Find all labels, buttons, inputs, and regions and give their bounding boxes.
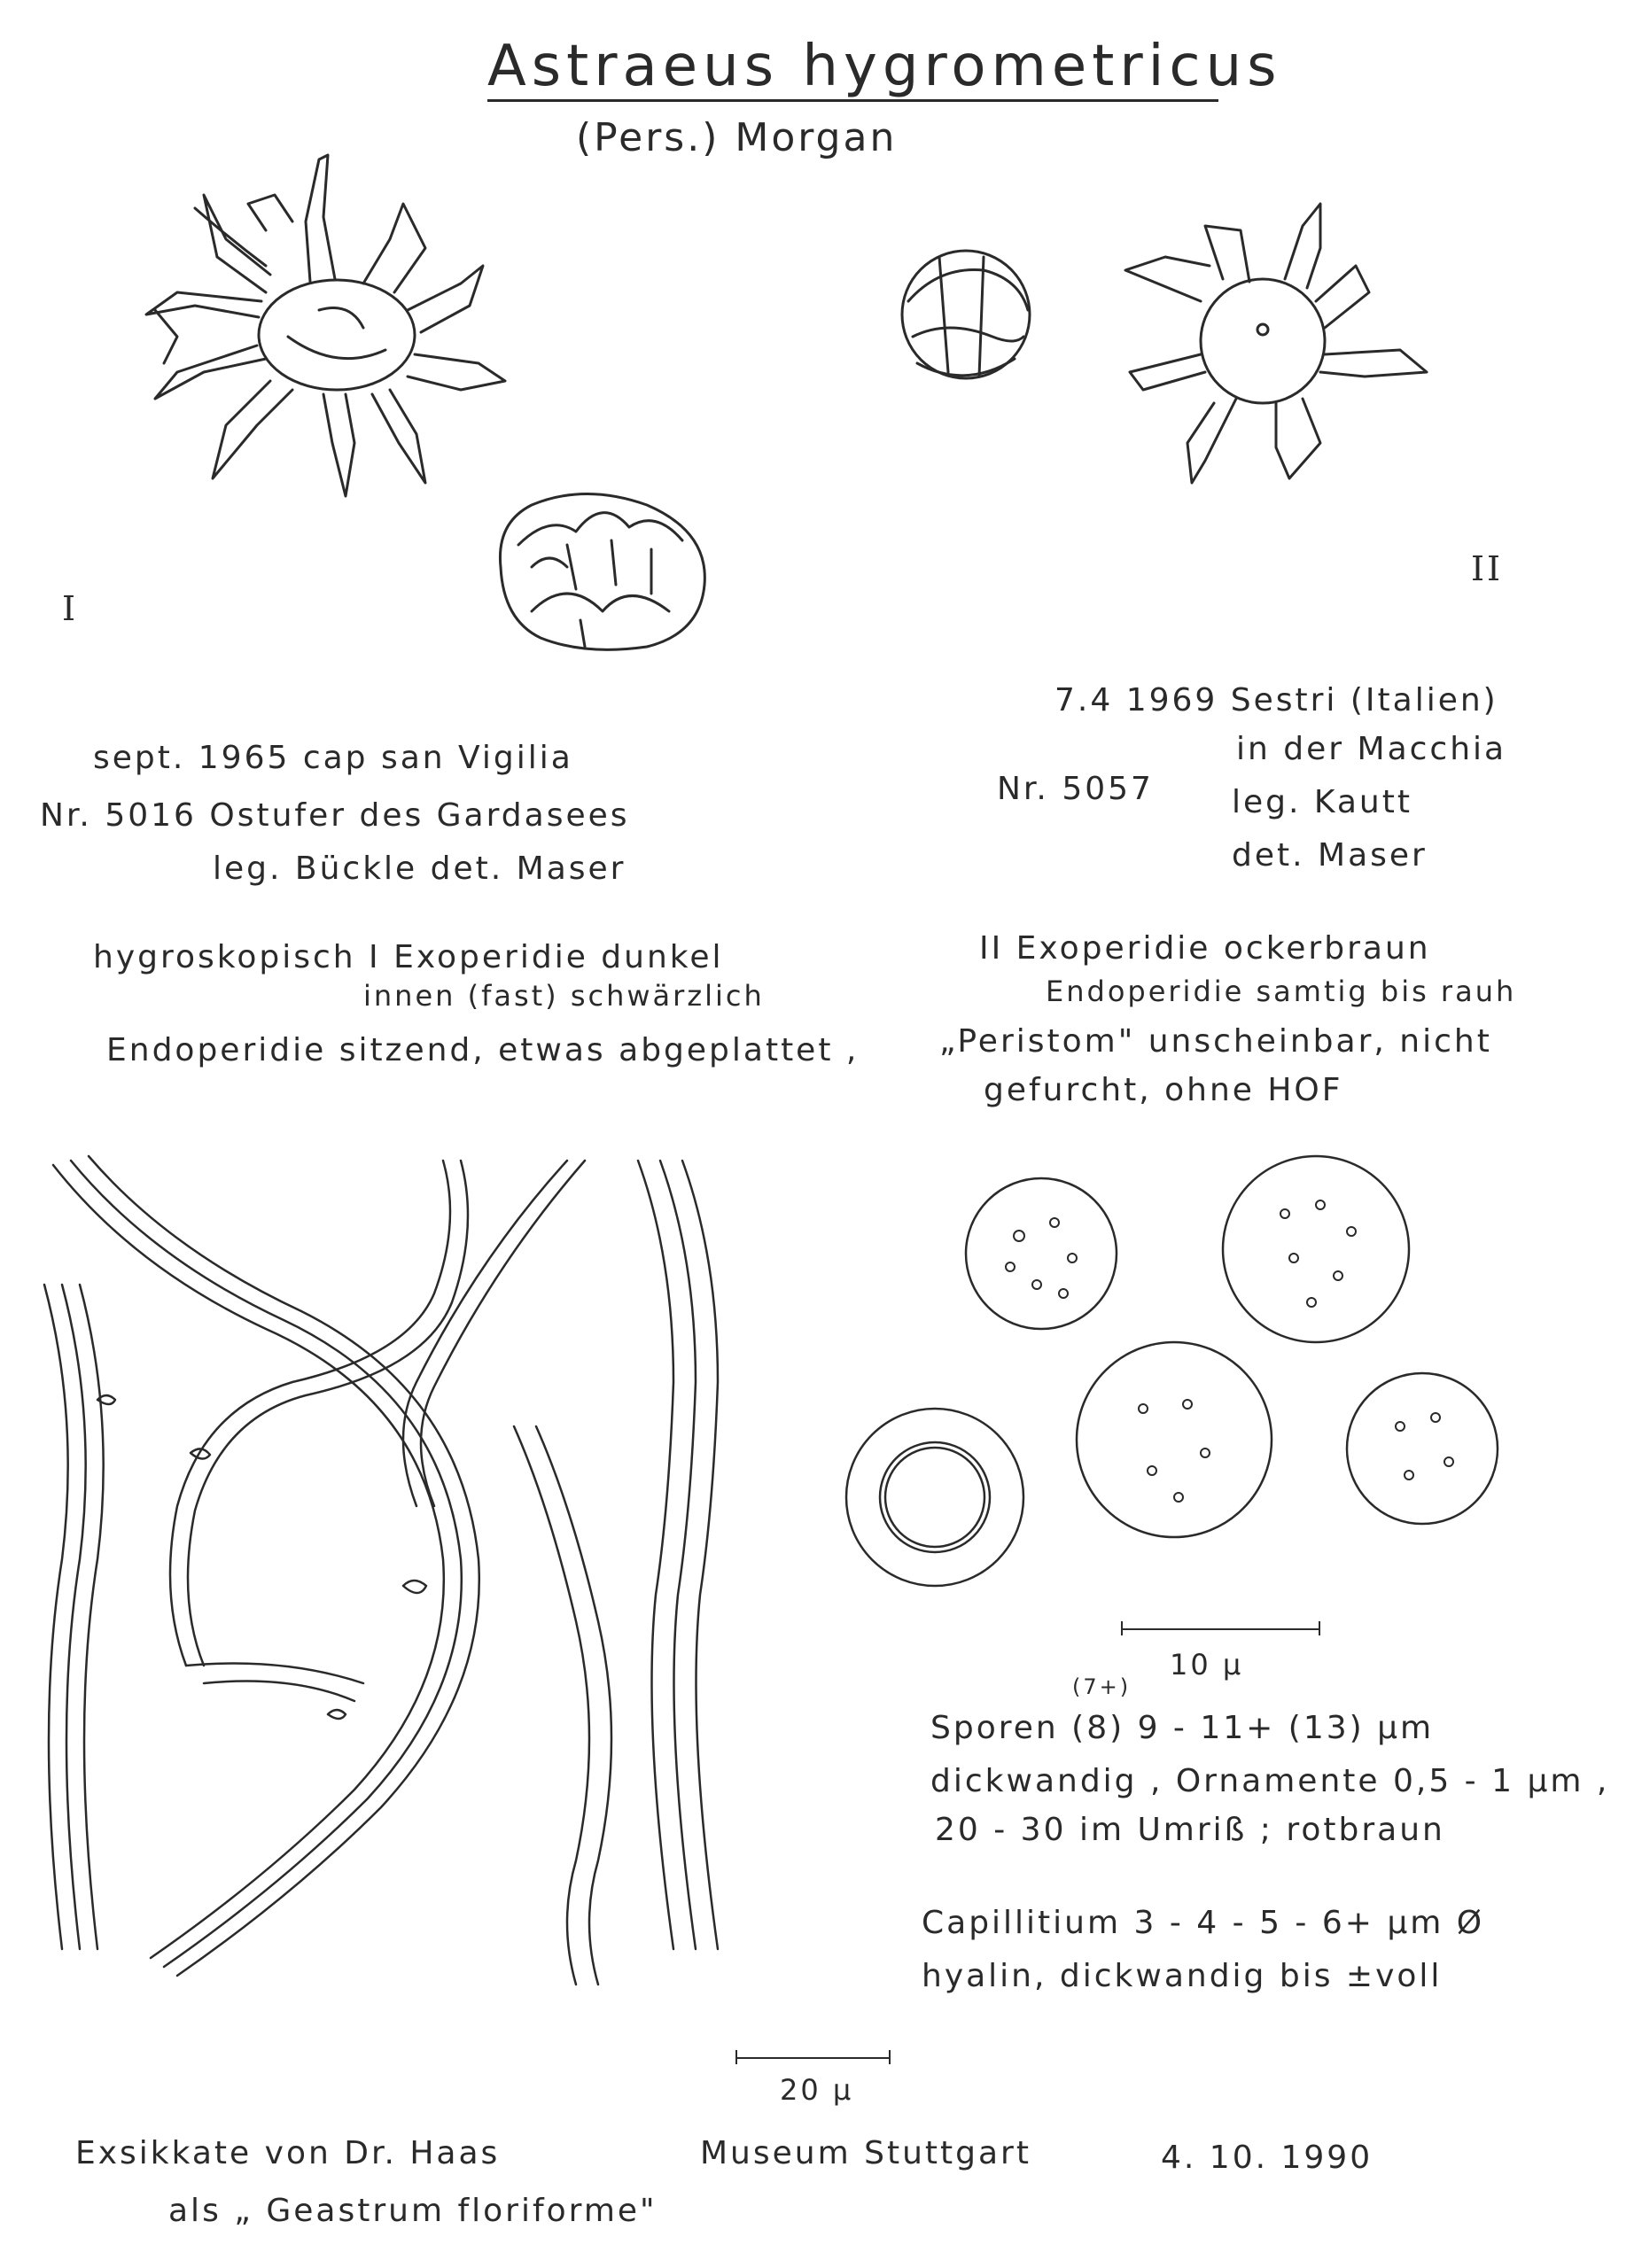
capillitium-hyphae-drawing [44,1156,718,1984]
spores-scale-bar [1121,1628,1320,1630]
footer-exsiccate: Exsikkate von Dr. Haas [75,2135,501,2171]
spores-size-exponent: (7+) [1072,1674,1132,1699]
description-line1-left: hygroskopisch I Exoperidie dunkel [93,939,724,975]
specimen-2-closed-ball-drawing [902,251,1030,378]
description-line4-right: gefurcht, ohne HOF [984,1072,1343,1108]
specimen-1-star-fungus-drawing [146,155,505,496]
spore-ornament-dots [1006,1200,1453,1502]
specimen-2-date-location: 7.4 1969 Sestri (Italien) [1054,682,1498,718]
spores-wall: dickwandig , Ornamente 0,5 - 1 µm , [930,1763,1610,1799]
spores-outline: 20 - 30 im Umriß ; rotbraun [935,1812,1445,1848]
capillitium-wall: hyalin, dickwandig bis ±voll [922,1958,1443,1994]
description-line1-right: II Exoperidie ockerbraun [979,930,1431,967]
hyphae-scale-bar [735,2057,891,2059]
specimen-2-open-star-drawing [1125,204,1427,483]
specimen-2-number: Nr. 5057 [997,771,1154,807]
description-line3-left: Endoperidie sitzend, etwas abgeplattet , [106,1032,860,1068]
specimen-2-numeral: II [1471,549,1504,588]
specimen-2-leg: leg. Kautt [1232,784,1412,820]
author-citation: (Pers.) Morgan [576,115,898,160]
footer-as-name: als „ Geastrum floriforme" [168,2193,658,2229]
specimen-1-collectors: leg. Bückle det. Maser [213,850,626,887]
capillitium-size: Capillitium 3 - 4 - 5 - 6+ µm Ø [922,1905,1485,1941]
spores-scale-label: 10 µ [1170,1648,1244,1682]
footer-museum: Museum Stuttgart [700,2135,1031,2171]
spores-drawing [846,1156,1498,1586]
page-title: Astraeus hygrometricus [487,34,1282,99]
spores-size: Sporen (8) 9 - 11+ (13) µm [930,1710,1435,1746]
hyphae-scale-label: 20 µ [780,2073,854,2107]
description-line2-right: Endoperidie samtig bis rauh [1046,975,1517,1008]
description-line3-right: „Peristom" unscheinbar, nicht [939,1023,1492,1060]
description-line2-left: innen (fast) schwärzlich [363,979,765,1013]
specimen-1-closed-fruitbody-drawing [500,494,704,650]
specimen-2-det: det. Maser [1232,837,1428,874]
footer-date: 4. 10. 1990 [1161,2140,1374,2176]
specimen-2-habitat: in der Macchia [1236,731,1507,767]
specimen-1-numeral: I [62,589,79,628]
specimen-1-date-location: sept. 1965 cap san Vigilia [93,740,573,776]
specimen-1-number-location: Nr. 5016 Ostufer des Gardasees [40,797,630,834]
